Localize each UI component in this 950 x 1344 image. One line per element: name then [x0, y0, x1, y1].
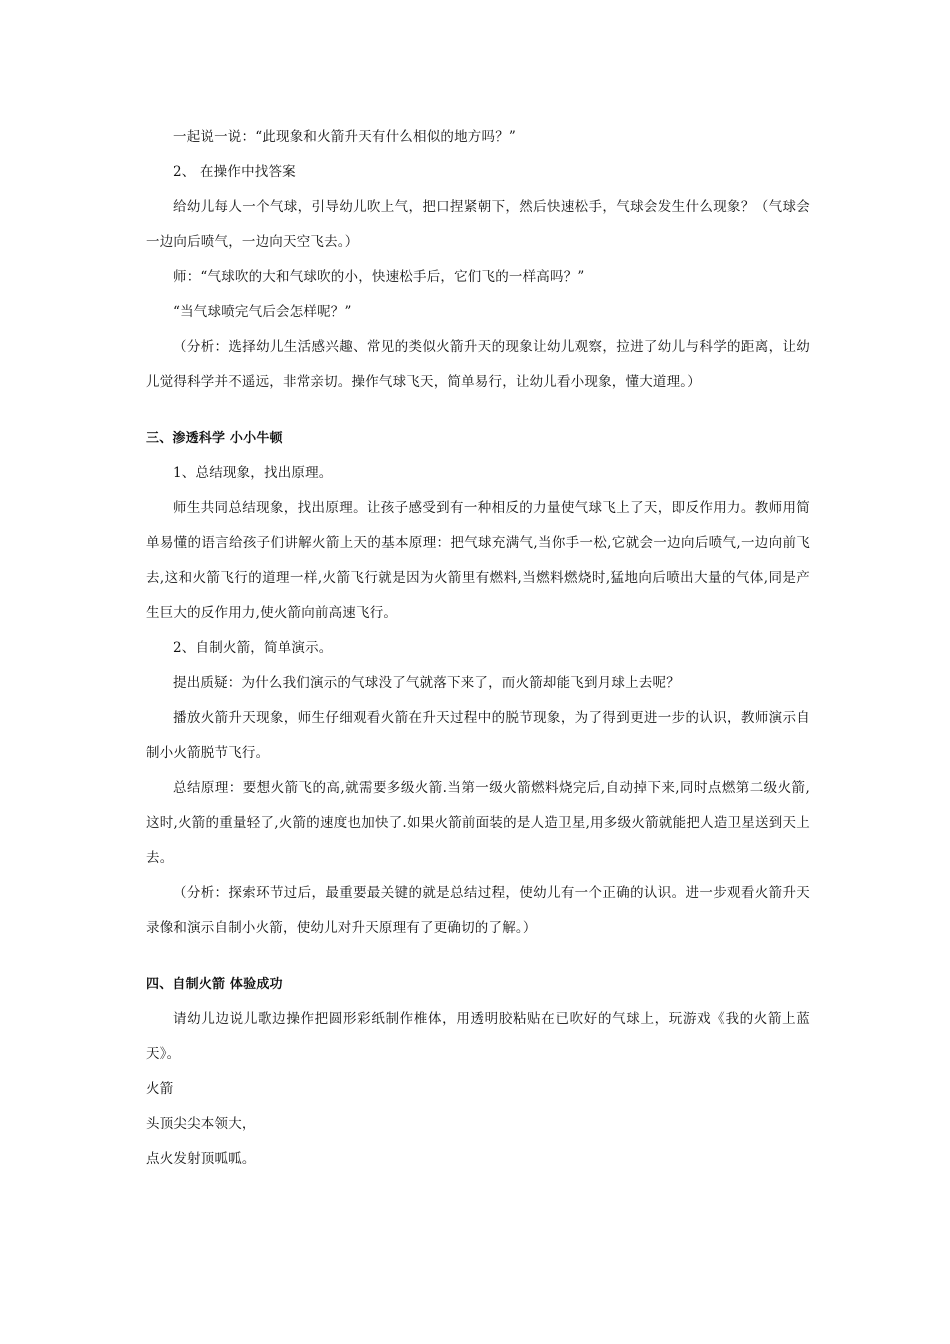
section-heading-3: 三、渗透科学 小小牛顿 — [146, 431, 283, 446]
paragraph-teacher-question-2: “当气球喷完气后会怎样呢？” — [173, 304, 352, 320]
paragraph-analysis-2: （分析：探索环节过后，最重要最关键的就是总结过程，使幼儿有一个正确的认识。进一步观看火箭升天录像和演示自制小火箭，使幼儿对升天原理有了更确切的了解。） — [146, 885, 810, 936]
paragraph-teacher-question-1: 师：“气球吹的大和气球吹的小，快速松手后，它们飞的一样高吗？” — [173, 269, 585, 285]
step-find-answer: 2、 在操作中找答案 — [173, 164, 296, 180]
poem-line-1: 头顶尖尖本领大， — [146, 1116, 256, 1132]
poem-line-2: 点火发射顶呱呱。 — [146, 1151, 256, 1167]
paragraph-balloon-activity: 给幼儿每人一个气球，引导幼儿吹上气，把口捏紧朝下，然后快速松手，气球会发生什么现象？（气球会一边向后喷气，一边向天空飞去。） — [146, 199, 810, 250]
document-page — [146, 120, 810, 1177]
paragraph-analysis-1: （分析：选择幼儿生活感兴趣、常见的类似火箭升天的现象让幼儿观察，拉进了幼儿与科学的距离，让幼儿觉得科学并不遥远，非常亲切。操作气球飞天，简单易行，让幼儿看小现象，懂大道理。） — [146, 339, 810, 390]
paragraph-principle-explanation: 师生共同总结现象，找出原理。让孩子感受到有一种相反的力量使气球飞上了天，即反作用力。教师用简单易懂的语言给孩子们讲解火箭上天的基本原理：把气球充满气,当你手一松,它就会一边向后喷气,一边向前飞去,这和火箭飞行的道理一样,火箭飞行就是因为火箭里有燃料,当燃料燃烧时,猛地向后喷出大量的气体,同是产生巨大的反作用力,使火箭向前高速飞行。 — [146, 500, 810, 621]
paragraph-make-rocket: 请幼儿边说儿歌边操作把圆形彩纸制作椎体，用透明胶粘贴在已吹好的气球上，玩游戏《我的火箭上蓝天》。 — [146, 1011, 810, 1062]
step-summarize: 1、总结现象，找出原理。 — [173, 465, 333, 481]
poem-title: 火箭 — [146, 1081, 174, 1097]
section-heading-4: 四、自制火箭 体验成功 — [146, 977, 283, 992]
paragraph-multistage-principle: 总结原理：要想火箭飞的高,就需要多级火箭.当第一级火箭燃料烧完后,自动掉下来,同时点燃第二级火箭,这时,火箭的重量轻了,火箭的速度也加快了.如果火箭前面装的是人造卫星,用多级火箭就能把人造卫星送到天上去。 — [146, 780, 810, 866]
step-homemade-rocket: 2、自制火箭，简单演示。 — [173, 640, 333, 656]
paragraph-discuss-question: 一起说一说：“此现象和火箭升天有什么相似的地方吗？” — [173, 129, 517, 145]
paragraph-rocket-video: 播放火箭升天现象，师生仔细观看火箭在升天过程中的脱节现象，为了得到更进一步的认识，教师演示自制小火箭脱节飞行。 — [146, 710, 810, 761]
paragraph-question: 提出质疑：为什么我们演示的气球没了气就落下来了，而火箭却能飞到月球上去呢？ — [173, 675, 680, 691]
